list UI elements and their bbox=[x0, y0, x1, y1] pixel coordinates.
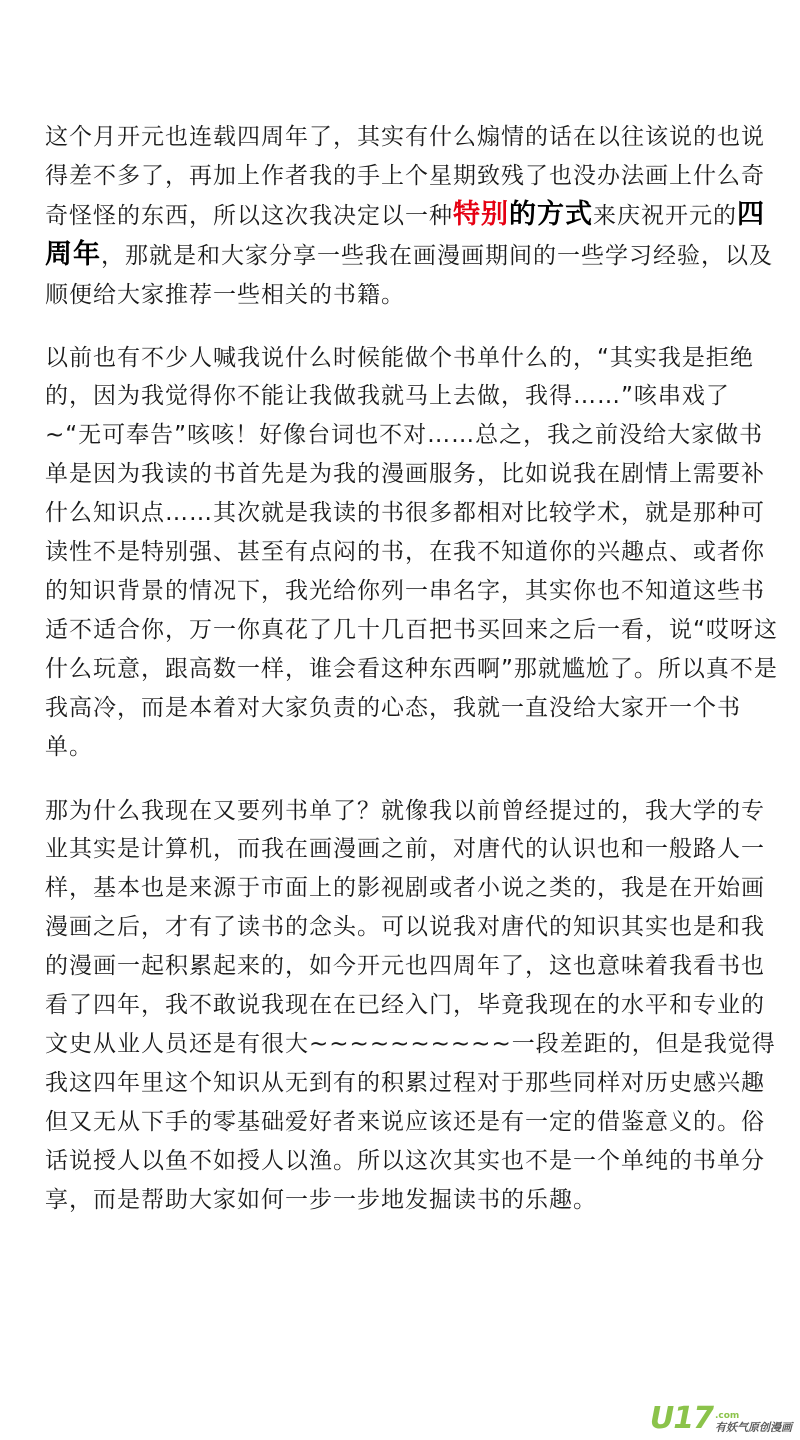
watermark-tagline: 有妖气原创漫画 bbox=[715, 1420, 792, 1434]
watermark-domain: .com bbox=[715, 1410, 740, 1421]
highlight-way: 的方式 bbox=[509, 198, 593, 230]
article-body bbox=[45, 118, 780, 1243]
paragraph-why-no-booklist: 以前也有不少人喊我说什么时候能做个书单什么的，“其实我是拒绝的，因为我觉得你不能让我做我就马上去做，我得……”咳串戏了~“无可奉告”咳咳！好像台词也不对……总之，我之前没给大家做书单是因为我读的书首先是为我的漫画服务，比如说我在剧情上需要补什么知识点……其次就是我读的书很多都相对比较学术，就是那种可读性不是特别强、甚至有点闷的书，在我不知道你的兴趣点、或者你的知识背景的情况下，我光给你列一串名字，其实你也不知道这些书适不适合你，万一你真花了几十几百把书买回来之后一看，说“哎呀这什么玩意，跟高数一样，谁会看这种东西啊”那就尴尬了。所以真不是我高冷，而是本着对大家负责的心态，我就一直没给大家开一个书单。 bbox=[45, 344, 778, 760]
highlight-anniversary: 四周年 bbox=[45, 198, 765, 270]
paragraph-intro bbox=[45, 118, 780, 315]
intro-text-3: ，那就是和大家分享一些我在画漫画期间的一些学习经验，以及顺便给大家推荐一些相关的书籍。 bbox=[45, 242, 773, 308]
intro-text-2: 来庆祝开元的 bbox=[593, 202, 737, 229]
intro-text-1: 这个月开元也连载四周年了，其实有什么煽情的话在以往该说的也说得差不多了，再加上作者我的手上个星期致残了也没办法画上什么奇奇怪怪的东西，所以这次我决定以一种 bbox=[45, 124, 765, 229]
u17-watermark bbox=[650, 1400, 792, 1434]
paragraph-why-now: 那为什么我现在又要列书单了？就像我以前曾经提过的，我大学的专业其实是计算机，而我在画漫画之前，对唐代的认识也和一般路人一样，基本也是来源于市面上的影视剧或者小说之类的，我是在开始画漫画之后，才有了读书的念头。可以说我对唐代的知识其实也是和我的漫画一起积累起来的，如今开元也四周年了，这也意味着我看书也看了四年，我不敢说我现在在已经入门，毕竟我现在的水平和专业的文史从业人员还是有很大~~~~~~~~~~一段差距的，但是我觉得我这四年里这个知识从无到有的积累过程对于那些同样对历史感兴趣但又无从下手的零基础爱好者来说应该还是有一定的借鉴意义的。俗话说授人以鱼不如授人以渔。所以这次其实也不是一个单纯的书单分享，而是帮助大家如何一步一步地发掘读书的乐趣。 bbox=[45, 797, 776, 1213]
u17-logo: U17 bbox=[649, 1401, 713, 1436]
highlight-special: 特别 bbox=[453, 198, 509, 230]
